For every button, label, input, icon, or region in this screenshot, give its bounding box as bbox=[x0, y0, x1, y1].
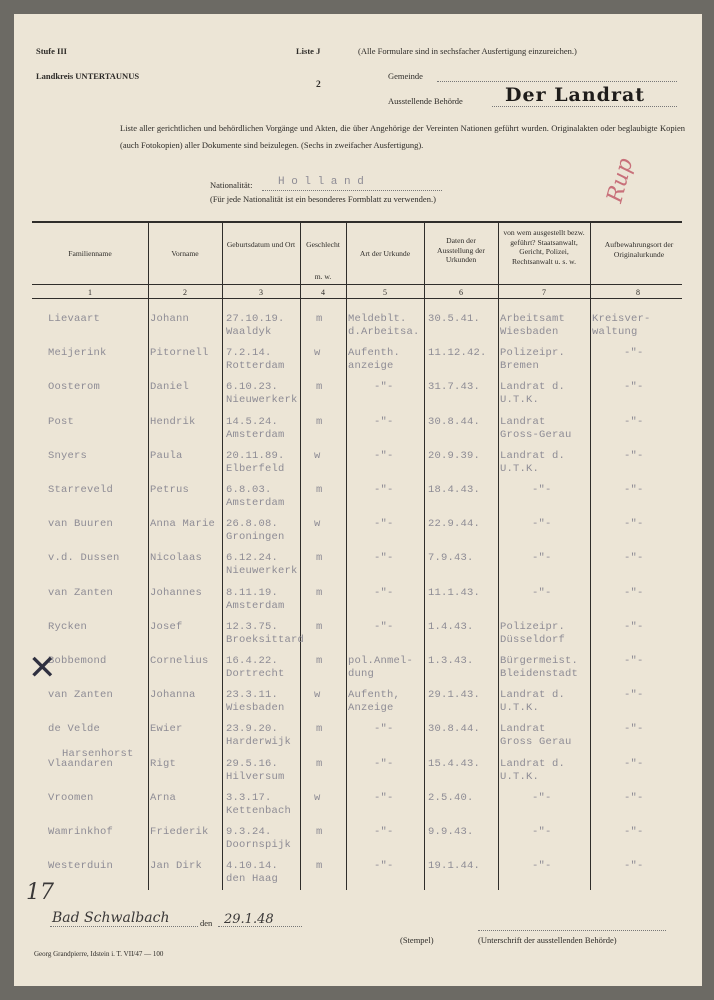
table-cell-von2: Wiesbaden bbox=[500, 326, 559, 338]
table-cell-ort2: waltung bbox=[592, 326, 638, 338]
table-cell-name: Starreveld bbox=[48, 484, 114, 496]
table-cell-ort1: -"- bbox=[624, 860, 644, 873]
table-cell-art2: anzeige bbox=[348, 360, 394, 373]
table-top-rule bbox=[32, 221, 682, 223]
table-cell-name: Oosterom bbox=[48, 381, 101, 394]
red-pencil-mark: Rup bbox=[602, 155, 639, 206]
table-cell-ort1: -"- bbox=[624, 826, 644, 838]
table-cell-geb2: den Haag bbox=[226, 873, 279, 886]
table-cell-ort1: -"- bbox=[624, 791, 644, 804]
table-cell-sex: m bbox=[316, 586, 323, 599]
table-cell-von2: U.T.K. bbox=[500, 702, 540, 715]
col-header-geburt: Geburtsdatum und Ort bbox=[226, 240, 296, 249]
table-cell-datum: 7.9.43. bbox=[428, 552, 474, 565]
table-cell-ort1: -"- bbox=[624, 347, 644, 360]
table-cell-name: Vroomen bbox=[48, 791, 94, 804]
table-cell-art1: -"- bbox=[374, 449, 394, 462]
col-header-geschlecht-sub: m. w. bbox=[314, 272, 332, 281]
table-cell-geb1: 27.10.19. bbox=[226, 313, 285, 325]
table-cell-von2: Gross-Gerau bbox=[500, 428, 572, 441]
table-cell-geb2: Groningen bbox=[226, 531, 285, 544]
table-cell-vorname: Cornelius bbox=[150, 655, 209, 667]
table-cell-ort1: -"- bbox=[624, 518, 644, 531]
table-cell-art1: -"- bbox=[374, 552, 394, 565]
table-cell-vorname: Johannes bbox=[150, 586, 203, 599]
table-cell-sex: w bbox=[314, 791, 321, 804]
table-cell-geb2: Broeksittard bbox=[226, 633, 305, 646]
table-cell-art1: -"- bbox=[374, 415, 394, 428]
table-cell-geb2: Nieuwerkerk bbox=[226, 565, 298, 578]
document-page bbox=[14, 14, 702, 986]
table-cell-art1: pol.Anmel- bbox=[348, 655, 414, 667]
table-cell-datum: 15.4.43. bbox=[428, 757, 481, 770]
table-cell-von2: Bleidenstadt bbox=[500, 668, 579, 680]
table-cell-geb2: Amsterdam bbox=[226, 497, 285, 509]
table-cell-art1: -"- bbox=[374, 484, 394, 496]
place-line bbox=[50, 926, 198, 927]
table-cell-geb1: 6.10.23. bbox=[226, 381, 279, 394]
table-cell-von2: Bremen bbox=[500, 360, 540, 373]
table-cell-geb1: 12.3.75. bbox=[226, 620, 279, 633]
header-rule bbox=[32, 284, 682, 285]
table-cell-geb2: Wiesbaden bbox=[226, 702, 285, 715]
table-cell-geb2: Harderwijk bbox=[226, 736, 292, 749]
table-cell-ort1: -"- bbox=[624, 723, 644, 736]
intro-text: Liste aller gerichtlichen und behördlichen Vorgänge und Akten, die über Angehörige der Vereinten Nationen geführt wurden. Originalakten oder beglaubigte Kopien (auch Fotokopien) aller Dokumente sind beizulegen. (Sechs in zweifacher Ausfertigung). bbox=[120, 123, 685, 150]
table-cell-vorname: Johanna bbox=[150, 689, 196, 702]
table-cell-sex: m bbox=[316, 381, 323, 394]
col-header-art: Art der Urkunde bbox=[359, 249, 411, 258]
table-cell-vorname: Jan Dirk bbox=[150, 860, 203, 873]
table-cell-vorname: Daniel bbox=[150, 381, 190, 394]
col-divider bbox=[300, 222, 301, 890]
table-cell-datum: 30.5.41. bbox=[428, 313, 481, 325]
col-header-geschlecht: Geschlecht bbox=[306, 240, 340, 249]
table-cell-sex: w bbox=[314, 449, 321, 462]
table-cell-datum: 18.4.43. bbox=[428, 484, 481, 496]
table-cell-geb2: Waaldyk bbox=[226, 326, 272, 338]
table-cell-datum: 11.1.43. bbox=[428, 586, 481, 599]
table-cell-sex: m bbox=[316, 757, 323, 770]
table-cell-name: van Zanten bbox=[48, 586, 114, 599]
footer-place: Bad Schwalbach bbox=[52, 910, 170, 926]
table-cell-sex: w bbox=[314, 689, 321, 702]
table-cell-sex: m bbox=[316, 860, 323, 873]
table-cell-von1: Landrat d. bbox=[500, 757, 566, 770]
table-cell-vorname: Hendrik bbox=[150, 415, 196, 428]
footer-date: 29.1.48 bbox=[224, 912, 274, 927]
table-cell-geb2: Hilversum bbox=[226, 770, 285, 783]
col-number: 6 bbox=[459, 288, 463, 297]
col-number: 5 bbox=[383, 288, 387, 297]
printer-imprint: Georg Grandpierre, Idstein i. T. VII/47 — 100 bbox=[34, 950, 164, 958]
table-cell-ort1: -"- bbox=[624, 381, 644, 394]
table-cell-geb1: 16.4.22. bbox=[226, 655, 279, 667]
table-cell-datum: 30.8.44. bbox=[428, 723, 481, 736]
table-cell-datum: 1.3.43. bbox=[428, 655, 474, 667]
submission-note: (Alle Formulare sind in sechsfacher Ausfertigung einzureichen.) bbox=[358, 46, 577, 56]
cross-mark: ✕ bbox=[28, 648, 57, 688]
table-cell-vorname: Ewier bbox=[150, 723, 183, 736]
table-cell-sex: m bbox=[316, 415, 323, 428]
table-cell-von1: -"- bbox=[532, 518, 552, 531]
col-header-daten: Daten der Ausstellung der Urkunden bbox=[437, 236, 485, 264]
gemeinde-line bbox=[437, 81, 677, 82]
table-cell-von2: Düsseldorf bbox=[500, 633, 566, 646]
table-cell-art2: dung bbox=[348, 668, 375, 680]
table-cell-vorname: Josef bbox=[150, 620, 183, 633]
table-cell-geb2: Nieuwerkerk bbox=[226, 394, 298, 407]
col-divider bbox=[498, 222, 499, 890]
table-cell-art1: -"- bbox=[374, 586, 394, 599]
table-cell-name: Wamrinkhof bbox=[48, 826, 114, 838]
table-cell-geb1: 6.12.24. bbox=[226, 552, 279, 565]
col-header-aufbewahrung: Aufbewahrungsort der Originalurkunde bbox=[604, 240, 674, 259]
table-cell-geb1: 20.11.89. bbox=[226, 449, 285, 462]
table-cell-ort1: Kreisver- bbox=[592, 313, 651, 325]
table-cell-von1: -"- bbox=[532, 484, 552, 496]
table-cell-von1: Landrat d. bbox=[500, 689, 566, 702]
table-cell-art1: Aufenth. bbox=[348, 347, 401, 360]
stempel-label: (Stempel) bbox=[400, 935, 434, 945]
table-cell-von1: -"- bbox=[532, 860, 552, 873]
table-cell-geb2: Kettenbach bbox=[226, 804, 292, 817]
den-label: den bbox=[200, 918, 213, 928]
table-cell-von1: -"- bbox=[532, 552, 552, 565]
table-cell-von1: -"- bbox=[532, 586, 552, 599]
number-rule bbox=[32, 298, 682, 299]
table-cell-geb2: Doornspijk bbox=[226, 839, 292, 851]
table-cell-datum: 11.12.42. bbox=[428, 347, 487, 360]
table-cell-art1: Aufenth, bbox=[348, 689, 401, 702]
table-cell-geb1: 23.3.11. bbox=[226, 689, 279, 702]
col-divider bbox=[346, 222, 347, 890]
table-cell-ort1: -"- bbox=[624, 415, 644, 428]
table-cell-von1: -"- bbox=[532, 791, 552, 804]
behoerde-label: Ausstellende Behörde bbox=[388, 96, 463, 106]
margin-number: 17 bbox=[26, 880, 54, 905]
nationality-note: (Für jede Nationalität ist ein besonderes Formblatt zu verwenden.) bbox=[210, 194, 436, 204]
table-cell-von2: U.T.K. bbox=[500, 462, 540, 475]
table-cell-geb1: 9.3.24. bbox=[226, 826, 272, 838]
table-cell-name: Bobbemond bbox=[48, 655, 107, 667]
table-cell-von1: -"- bbox=[532, 826, 552, 838]
table-cell-name: Rycken bbox=[48, 620, 88, 633]
col-number: 1 bbox=[88, 288, 92, 297]
col-number: 2 bbox=[183, 288, 187, 297]
table-cell-von1: Polizeipr. bbox=[500, 347, 566, 360]
table-cell-datum: 1.4.43. bbox=[428, 620, 474, 633]
table-cell-art2: d.Arbeitsa. bbox=[348, 326, 420, 338]
table-cell-von1: Bürgermeist. bbox=[500, 655, 579, 667]
col-divider bbox=[222, 222, 223, 890]
table-cell-sex: m bbox=[316, 313, 323, 325]
col-header-familienname: Familienname bbox=[68, 249, 112, 258]
table-cell-name: Westerduin bbox=[48, 860, 114, 873]
col-number: 8 bbox=[636, 288, 640, 297]
table-cell-geb1: 6.8.03. bbox=[226, 484, 272, 496]
table-cell-vorname: Nicolaas bbox=[150, 552, 203, 565]
stufe-label: Stufe III bbox=[36, 46, 67, 56]
table-cell-datum: 31.7.43. bbox=[428, 381, 481, 394]
col-divider bbox=[148, 222, 149, 890]
table-cell-art1: -"- bbox=[374, 620, 394, 633]
signature-line bbox=[478, 930, 666, 931]
table-cell-ort1: -"- bbox=[624, 655, 644, 667]
col-divider bbox=[590, 222, 591, 890]
table-cell-sex: m bbox=[316, 620, 323, 633]
table-cell-von1: Arbeitsamt bbox=[500, 313, 566, 325]
table-cell-geb1: 8.11.19. bbox=[226, 586, 279, 599]
table-cell-datum: 19.1.44. bbox=[428, 860, 481, 873]
nationality-line bbox=[262, 190, 442, 191]
table-cell-art1: -"- bbox=[374, 860, 394, 873]
table-cell-geb2: Amsterdam bbox=[226, 428, 285, 441]
table-cell-vorname: Petrus bbox=[150, 484, 190, 496]
table-cell-von2: Gross Gerau bbox=[500, 736, 572, 749]
table-cell-name: Meijerink bbox=[48, 347, 107, 360]
table-cell-geb1: 4.10.14. bbox=[226, 860, 279, 873]
nationality-label: Nationalität: bbox=[210, 180, 253, 190]
table-cell-vorname: Paula bbox=[150, 449, 183, 462]
table-cell-vorname: Johann bbox=[150, 313, 190, 325]
table-cell-name: van Zanten bbox=[48, 689, 114, 702]
table-cell-sex: m bbox=[316, 655, 323, 667]
table-cell-name: de Velde bbox=[48, 723, 101, 736]
table-cell-geb2: Amsterdam bbox=[226, 599, 285, 612]
table-cell-von2: U.T.K. bbox=[500, 394, 540, 407]
table-cell-ort1: -"- bbox=[624, 620, 644, 633]
table-cell-art1: -"- bbox=[374, 518, 394, 531]
table-cell-sex: m bbox=[316, 723, 323, 736]
table-cell-vorname: Rigt bbox=[150, 757, 177, 770]
col-number: 7 bbox=[542, 288, 546, 297]
table-cell-vorname: Friederik bbox=[150, 826, 209, 838]
table-cell-name: Vlaandaren bbox=[48, 757, 114, 770]
table-cell-datum: 22.9.44. bbox=[428, 518, 481, 531]
table-cell-datum: 9.9.43. bbox=[428, 826, 474, 838]
table-cell-geb2: Elberfeld bbox=[226, 462, 285, 475]
table-cell-datum: 30.8.44. bbox=[428, 415, 481, 428]
table-cell-sex: w bbox=[314, 518, 321, 531]
table-cell-vorname: Anna Marie bbox=[150, 518, 216, 531]
col-number: 4 bbox=[321, 288, 325, 297]
behoerde-stamp: Der Landrat bbox=[505, 84, 646, 106]
table-cell-geb1: 7.2.14. bbox=[226, 347, 272, 360]
table-cell-von2: U.T.K. bbox=[500, 770, 540, 783]
table-cell-von1: Landrat bbox=[500, 415, 546, 428]
table-cell-name: Snyers bbox=[48, 449, 88, 462]
table-cell-name: Lievaart bbox=[48, 313, 101, 325]
page-number: 2 bbox=[316, 80, 321, 90]
table-cell-geb1: 29.5.16. bbox=[226, 757, 279, 770]
col-header-vorname: Vorname bbox=[171, 249, 199, 258]
table-cell-art1: -"- bbox=[374, 757, 394, 770]
table-cell-geb2: Rotterdam bbox=[226, 360, 285, 373]
table-cell-art1: -"- bbox=[374, 791, 394, 804]
gemeinde-label: Gemeinde bbox=[388, 71, 423, 81]
table-cell-name: van Buuren bbox=[48, 518, 114, 531]
col-header-von-wem: von wem ausgestellt bezw. geführt? Staatsanwalt, Gericht, Polizei, Rechtsanwalt u. s. w. bbox=[503, 228, 585, 266]
table-cell-sex: m bbox=[316, 826, 323, 838]
table-cell-datum: 2.5.40. bbox=[428, 791, 474, 804]
table-cell-geb1: 23.9.20. bbox=[226, 723, 279, 736]
table-cell-von1: Landrat bbox=[500, 723, 546, 736]
table-cell-sex: m bbox=[316, 552, 323, 565]
table-cell-geb1: 26.8.08. bbox=[226, 518, 279, 531]
table-cell-art1: -"- bbox=[374, 723, 394, 736]
table-cell-ort1: -"- bbox=[624, 586, 644, 599]
table-cell-geb1: 3.3.17. bbox=[226, 791, 272, 804]
table-cell-ort1: -"- bbox=[624, 757, 644, 770]
table-cell-ort1: -"- bbox=[624, 689, 644, 702]
behoerde-line bbox=[492, 106, 677, 107]
col-divider bbox=[424, 222, 425, 890]
table-cell-sex: m bbox=[316, 484, 323, 496]
nationality-value: H o l l a n d bbox=[278, 176, 364, 188]
table-cell-name: Post bbox=[48, 415, 75, 428]
table-cell-geb1: 14.5.24. bbox=[226, 415, 279, 428]
liste-label: Liste J bbox=[296, 46, 321, 56]
table-cell-datum: 29.1.43. bbox=[428, 689, 481, 702]
table-cell-ort1: -"- bbox=[624, 449, 644, 462]
table-cell-art1: Meldeblt. bbox=[348, 313, 407, 325]
table-cell-art2: Anzeige bbox=[348, 702, 394, 715]
table-cell-sex: w bbox=[314, 347, 321, 360]
table-cell-art1: -"- bbox=[374, 826, 394, 838]
landkreis-label: Landkreis UNTERTAUNUS bbox=[36, 71, 140, 81]
signature-label: (Unterschrift der ausstellenden Behörde) bbox=[478, 935, 617, 945]
table-cell-datum: 20.9.39. bbox=[428, 449, 481, 462]
table-cell-ort1: -"- bbox=[624, 484, 644, 496]
col-number: 3 bbox=[259, 288, 263, 297]
table-cell-vorname: Pitornell bbox=[150, 347, 209, 360]
table-cell-vorname: Arna bbox=[150, 791, 177, 804]
table-cell-geb2: Dortrecht bbox=[226, 668, 285, 680]
table-cell-ort1: -"- bbox=[624, 552, 644, 565]
table-cell-art1: -"- bbox=[374, 381, 394, 394]
extra-name-line: Harsenhorst bbox=[62, 748, 134, 760]
table-cell-von1: Polizeipr. bbox=[500, 620, 566, 633]
table-cell-von1: Landrat d. bbox=[500, 381, 566, 394]
table-cell-name: v.d. Dussen bbox=[48, 552, 120, 565]
table-cell-von1: Landrat d. bbox=[500, 449, 566, 462]
